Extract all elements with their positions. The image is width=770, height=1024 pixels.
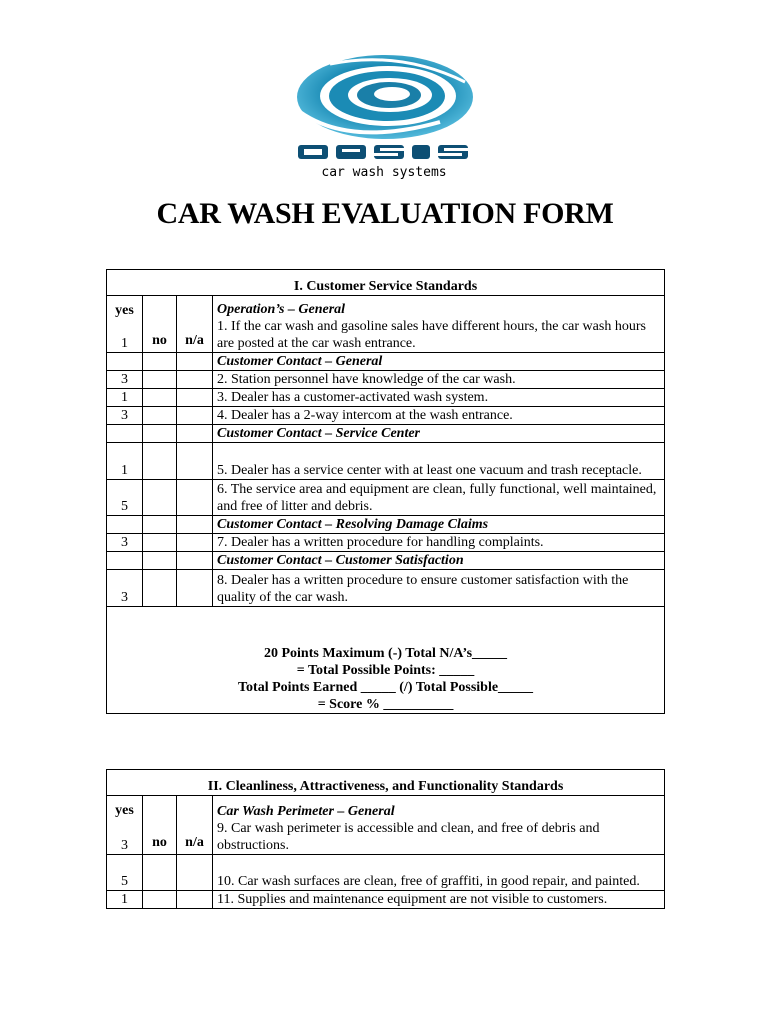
- q10-text: 10. Car wash surfaces are clean, free of graffiti, in good repair, and painted.: [213, 855, 665, 891]
- q4-na-box[interactable]: [177, 407, 213, 425]
- q11-text: 11. Supplies and maintenance equipment are not visible to customers.: [213, 891, 665, 909]
- cat-satisfaction: Customer Contact – Customer Satisfaction: [213, 552, 665, 570]
- summary-line-1: 20 Points Maximum (-) Total N/A’s_____: [263, 646, 508, 661]
- q5-score: 1: [107, 443, 143, 480]
- q6-na-box[interactable]: [177, 480, 213, 516]
- q7-na-box[interactable]: [177, 534, 213, 552]
- q4-no-box[interactable]: [143, 407, 177, 425]
- q2-text: 2. Station personnel have knowledge of the car wash.: [213, 371, 665, 389]
- section1-table: [106, 269, 665, 714]
- q5-no-box[interactable]: [143, 443, 177, 480]
- q11-na-box[interactable]: [177, 891, 213, 909]
- q5-text: 5. Dealer has a service center with at least one vacuum and trash receptacle.: [213, 443, 665, 480]
- summary-line-2: = Total Possible Points: _____: [296, 663, 475, 678]
- q8-na-box[interactable]: [177, 570, 213, 607]
- q3-score: 1: [107, 389, 143, 407]
- q2-no-box[interactable]: [143, 371, 177, 389]
- cat-damage: Customer Contact – Resolving Damage Claims: [213, 516, 665, 534]
- col-yes-2: yes: [115, 803, 134, 818]
- q5-na-box[interactable]: [177, 443, 213, 480]
- q6-text: 6. The service area and equipment are clean, fully functional, well maintained, and free of litter and debris.: [213, 480, 665, 516]
- q7-score: 3: [107, 534, 143, 552]
- cat-perimeter: Car Wash Perimeter – General: [217, 804, 395, 819]
- score-summary: [107, 607, 665, 714]
- q9-score: 3: [121, 838, 128, 853]
- q1-text: 1. If the car wash and gasoline sales have different hours, the car wash hours are posted at the car wash entrance.: [217, 319, 646, 351]
- q2-na-box[interactable]: [177, 371, 213, 389]
- summary-line-4: = Score % __________: [317, 697, 454, 712]
- q11-no-box[interactable]: [143, 891, 177, 909]
- col-no: no: [143, 296, 177, 353]
- q10-na-box[interactable]: [177, 855, 213, 891]
- col-na-2: n/a: [177, 796, 213, 855]
- q1-score: 1: [121, 336, 128, 351]
- q3-no-box[interactable]: [143, 389, 177, 407]
- cat-operations: Operation’s – General: [217, 302, 346, 317]
- summary-line-3: Total Points Earned _____ (/) Total Possible_____: [237, 680, 534, 695]
- oasis-logo: [290, 52, 480, 182]
- q8-no-box[interactable]: [143, 570, 177, 607]
- q7-no-box[interactable]: [143, 534, 177, 552]
- q6-no-box[interactable]: [143, 480, 177, 516]
- q7-text: 7. Dealer has a written procedure for handling complaints.: [213, 534, 665, 552]
- q2-score: 3: [107, 371, 143, 389]
- q9-text: 9. Car wash perimeter is accessible and clean, and free of debris and obstructions.: [217, 821, 600, 853]
- q3-na-box[interactable]: [177, 389, 213, 407]
- section1-heading: I. Customer Service Standards: [107, 270, 665, 296]
- q4-text: 4. Dealer has a 2-way intercom at the wash entrance.: [213, 407, 665, 425]
- q10-no-box[interactable]: [143, 855, 177, 891]
- q11-score: 1: [107, 891, 143, 909]
- col-na: n/a: [177, 296, 213, 353]
- col-no-2: no: [143, 796, 177, 855]
- q8-text: 8. Dealer has a written procedure to ensure customer satisfaction with the quality of the car wash.: [213, 570, 665, 607]
- cat-contact: Customer Contact – General: [213, 353, 665, 371]
- section2-table: [106, 769, 665, 909]
- q6-score: 5: [107, 480, 143, 516]
- q8-score: 3: [107, 570, 143, 607]
- col-yes: yes: [115, 303, 134, 318]
- page-title: CAR WASH EVALUATION FORM: [156, 197, 614, 230]
- q3-text: 3. Dealer has a customer-activated wash system.: [213, 389, 665, 407]
- q4-score: 3: [107, 407, 143, 425]
- logo-tagline: car wash systems: [321, 165, 447, 180]
- q10-score: 5: [107, 855, 143, 891]
- cat-service: Customer Contact – Service Center: [213, 425, 665, 443]
- section2-heading: II. Cleanliness, Attractiveness, and Functionality Standards: [107, 770, 665, 796]
